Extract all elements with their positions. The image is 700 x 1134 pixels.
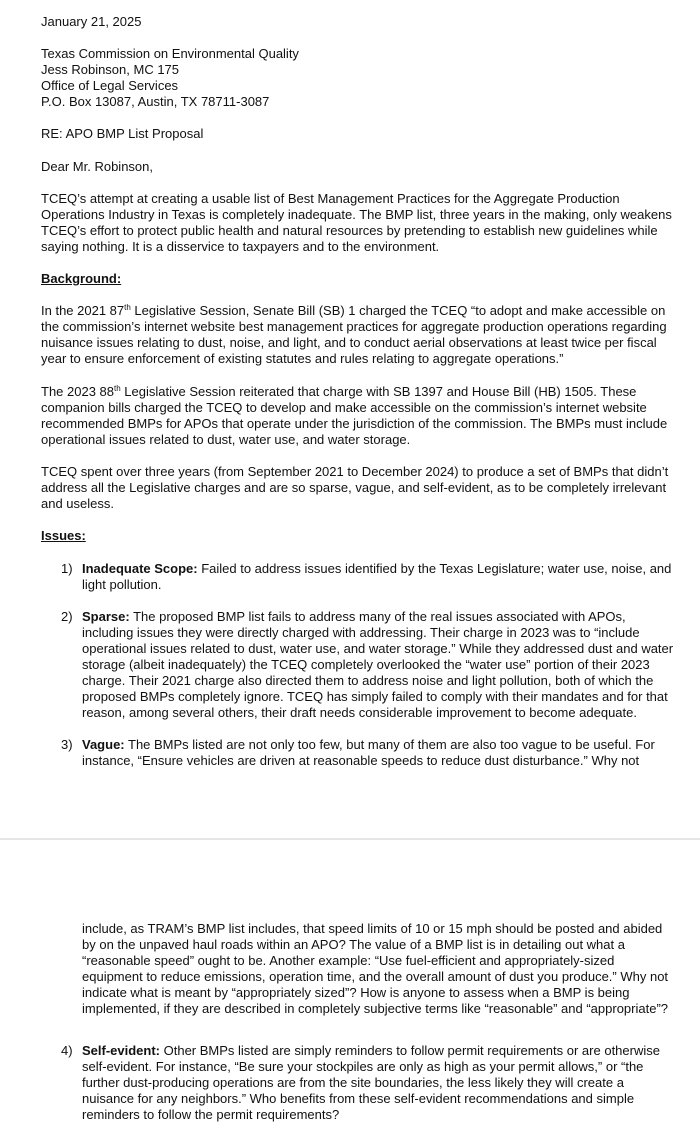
paragraph-line — [82, 1043, 662, 1059]
paragraph-line — [41, 384, 663, 400]
paragraph-line: TCEQ’s attempt at creating a usable list of Best Management Practices for the Aggregate Production — [41, 191, 620, 206]
paragraph-line: TCEQ spent over three years (from September 2021 to December 2024) to produce a set of BMPs that didn’t — [41, 464, 669, 479]
text-run: Legislative Session reiterated that charge with SB 1397 and House Bill (HB) 1505. These — [120, 384, 637, 399]
text-run: The BMPs listed are not only too few, but many of them are also too vague to be useful. For — [124, 737, 655, 752]
paragraph-line: the commission’s internet website best management practices for aggregate production operations regarding — [41, 319, 667, 334]
paragraph-line: instance, “Ensure vehicles are driven at reasonable speeds to reduce dust disturbance.” Why not — [82, 753, 640, 768]
paragraph-line: by on the unpaved haul roads within an APO? The value of a BMP list is in detailing out what a — [82, 937, 625, 952]
paragraph-line — [82, 609, 662, 625]
text-run: In the 2021 87 — [41, 303, 125, 318]
background-paragraph-2 — [41, 384, 668, 448]
list-number: 4) — [61, 1043, 73, 1058]
paragraph-line: operational issues related to dust, water use, and water storage. — [41, 432, 411, 447]
paragraph-line: “reasonable speed” ought to be. Another example: “Use fuel-efficient and appropriately-sized — [82, 953, 615, 968]
paragraph-line: charge. Their 2021 charge also directed them to address noise and light pollution, both of which the — [82, 673, 654, 688]
issue-title: Sparse: — [82, 609, 130, 624]
issue-title: Self-evident: — [82, 1043, 161, 1058]
paragraph-line: storage (albeit inadequately) the TCEQ completely overlooked the “water use” portion of their 2023 — [82, 657, 650, 672]
issue-item-vague — [82, 737, 662, 769]
letter-page-2 — [0, 840, 700, 1134]
paragraph-line: companion bills charged the TCEQ to develop and make accessible on the commission’s internet website — [41, 400, 647, 415]
paragraph-line: proposed BMPs completely ignore. TCEQ has simply failed to comply with their mandates and for that — [82, 689, 668, 704]
paragraph-line: include, as TRAM’s BMP list includes, that speed limits of 10 or 15 mph should be posted and abided — [82, 921, 663, 936]
recipient-line: P.O. Box 13087, Austin, TX 78711-3087 — [41, 94, 270, 109]
text-run: The 2023 88 — [41, 384, 115, 399]
list-number: 2) — [61, 609, 73, 624]
recipient-line: Office of Legal Services — [41, 78, 179, 93]
paragraph-line: year to ensure enforcement of existing statutes and rules relating to aggregate operations.” — [41, 351, 564, 366]
issue-item-sparse — [82, 609, 674, 721]
paragraph-line: address all the Legislative charges and are so sparse, vague, and self-evident, as to be completely irrelevant — [41, 480, 667, 495]
issue-item-vague-continued — [82, 921, 669, 1017]
paragraph-line: light pollution. — [82, 577, 162, 592]
issue-item-inadequate-scope — [82, 561, 672, 593]
paragraph-line: recommended BMPs for APOs that operate under the jurisdiction of the commission. The BMPs must include — [41, 416, 668, 431]
paragraph-line — [82, 737, 662, 753]
paragraph-line: nuisance issues relating to dust, noise, and light, and to conduct aerial observations at least twice per fiscal — [41, 335, 657, 350]
paragraph-line: implemented, if they are described in completely subjective terms like “reasonable” and “appropriate”? — [82, 1001, 669, 1016]
text-run: Failed to address issues identified by the Texas Legislature; water use, noise, and — [197, 561, 672, 576]
background-paragraph-1 — [41, 303, 667, 367]
paragraph-line: TCEQ’s effort to protect public health and natural resources by pretending to establish new guidelines while — [41, 223, 658, 238]
text-run: Other BMPs listed are simply reminders to follow permit requirements or are otherwise — [160, 1043, 660, 1058]
superscript: th — [114, 384, 121, 393]
text-run: Legislative Session, Senate Bill (SB) 1 charged the TCEQ “to adopt and make accessible on — [130, 303, 666, 318]
issue-item-self-evident — [82, 1043, 662, 1123]
paragraph-line: reason, among several others, their draft needs considerable improvement to become adequate. — [82, 705, 637, 720]
paragraph-line: saying nothing. It is a disservice to taxpayers and to the environment. — [41, 239, 440, 254]
salutation: Dear Mr. Robinson, — [41, 159, 153, 174]
paragraph-line: and useless. — [41, 496, 114, 511]
paragraph-line: further dust-producing operations are from the site boundaries, the less likely they will create a — [82, 1075, 624, 1090]
paragraph-line: Operations Industry in Texas is completely inadequate. The BMP list, three years in the making, only weakens — [41, 207, 672, 222]
paragraph-line: self-evident. For instance, “Be sure your stockpiles are only as high as your permit allows,” or “the — [82, 1059, 644, 1074]
paragraph-line: nuisance for any neighbors.” Who benefits from these self-evident recommendations and simple — [82, 1091, 635, 1106]
paragraph-line — [41, 303, 666, 319]
list-number: 3) — [61, 737, 73, 752]
paragraph-line: reminders to follow the permit requirements? — [82, 1107, 340, 1122]
background-heading: Background: — [41, 271, 122, 286]
letter-date: January 21, 2025 — [41, 14, 142, 29]
text-run: The proposed BMP list fails to address many of the real issues associated with APOs, — [129, 609, 626, 624]
paragraph-line — [82, 561, 672, 577]
recipient-address — [41, 46, 663, 110]
issue-title: Inadequate Scope: — [82, 561, 198, 576]
paragraph-line: operational issues related to dust, water use, and water storage.” While they addressed dust and water — [82, 641, 674, 656]
intro-paragraph — [41, 191, 672, 255]
paragraph-line: indicate what is meant by “appropriately sized”? How is anyone to assess when a BMP is being — [82, 985, 630, 1000]
paragraph-line: equipment to reduce emissions, operation time, and the overall amount of dust you produce.” Why not — [82, 969, 669, 984]
recipient-line: Jess Robinson, MC 175 — [41, 62, 180, 77]
list-number: 1) — [61, 561, 73, 576]
paragraph-line: including issues they were directly charged with addressing. Their charge in 2023 was to “include — [82, 625, 640, 640]
issues-heading: Issues: — [41, 528, 86, 543]
issue-title: Vague: — [82, 737, 125, 752]
re-line: RE: APO BMP List Proposal — [41, 126, 204, 141]
recipient-line: Texas Commission on Environmental Quality — [41, 46, 299, 61]
background-paragraph-3 — [41, 464, 669, 512]
superscript: th — [124, 303, 131, 312]
